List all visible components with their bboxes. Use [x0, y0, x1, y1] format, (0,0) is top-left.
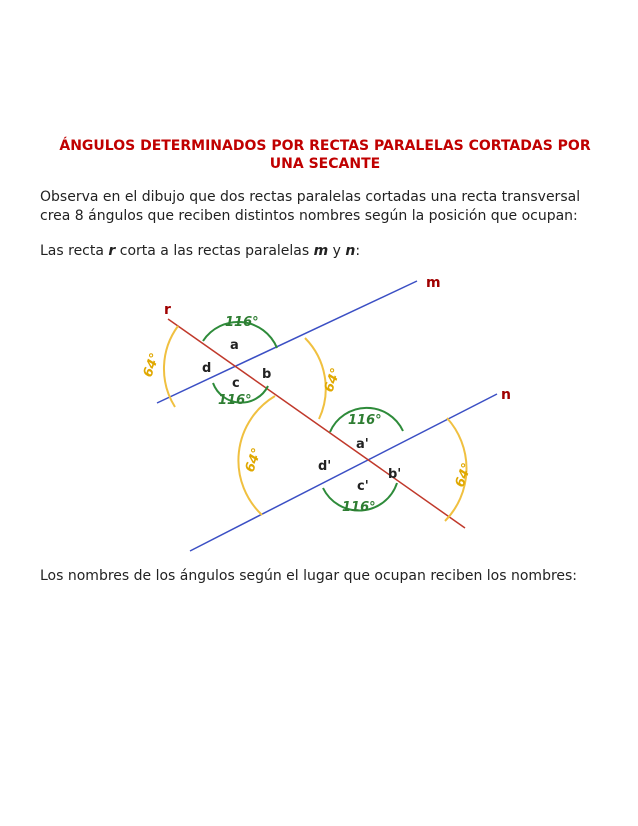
arc-b-64: [305, 338, 326, 419]
line-m-ref: m: [313, 243, 329, 259]
line-n: [190, 394, 497, 551]
lines-sentence-before: Las recta: [40, 243, 109, 259]
angle-c: c: [232, 376, 240, 391]
angle-a-prime: a': [356, 437, 369, 452]
label-n: n: [501, 387, 511, 403]
closing-paragraph: Los nombres de los ángulos según el lugar que ocupan reciben los nombres:: [40, 568, 578, 584]
diagram-svg: [120, 268, 520, 558]
line-n-ref: n: [345, 243, 356, 259]
line-r: [168, 319, 465, 528]
line-r-ref: r: [108, 243, 116, 259]
deg-d-prime: 64°: [242, 446, 266, 475]
angle-d-prime: d': [318, 459, 332, 474]
label-r: r: [164, 302, 171, 318]
lines-sentence-after: :: [355, 243, 361, 259]
deg-a-prime: 116°: [348, 413, 382, 428]
label-m: m: [426, 275, 441, 291]
angle-a: a: [230, 338, 239, 353]
deg-a: 116°: [225, 315, 259, 330]
deg-c: 116°: [218, 393, 252, 408]
angle-d: d: [202, 361, 212, 376]
parallel-lines-diagram: [120, 268, 520, 558]
page-title: ÁNGULOS DETERMINADOS POR RECTAS PARALELAS CORTADAS POR UNA SECANTE: [59, 138, 591, 172]
lines-sentence-middle: corta a las rectas paralelas: [115, 243, 314, 259]
deg-c-prime: 116°: [342, 500, 376, 515]
lines-sentence-and: y: [328, 243, 346, 259]
deg-d: 64°: [140, 351, 164, 380]
angle-b-prime: b': [388, 467, 402, 482]
line-m: [157, 281, 417, 403]
angle-c-prime: c': [357, 479, 369, 494]
intro-paragraph: Observa en el dibujo que dos rectas paralelas cortadas una recta transversal crea 8 ángulos que reciben distintos nombres según la posición que ocupan:: [40, 189, 581, 224]
deg-b-prime: 64°: [452, 461, 476, 490]
lines-sentence: [40, 242, 610, 261]
angle-b: b: [262, 367, 272, 382]
deg-b: 64°: [321, 366, 345, 395]
